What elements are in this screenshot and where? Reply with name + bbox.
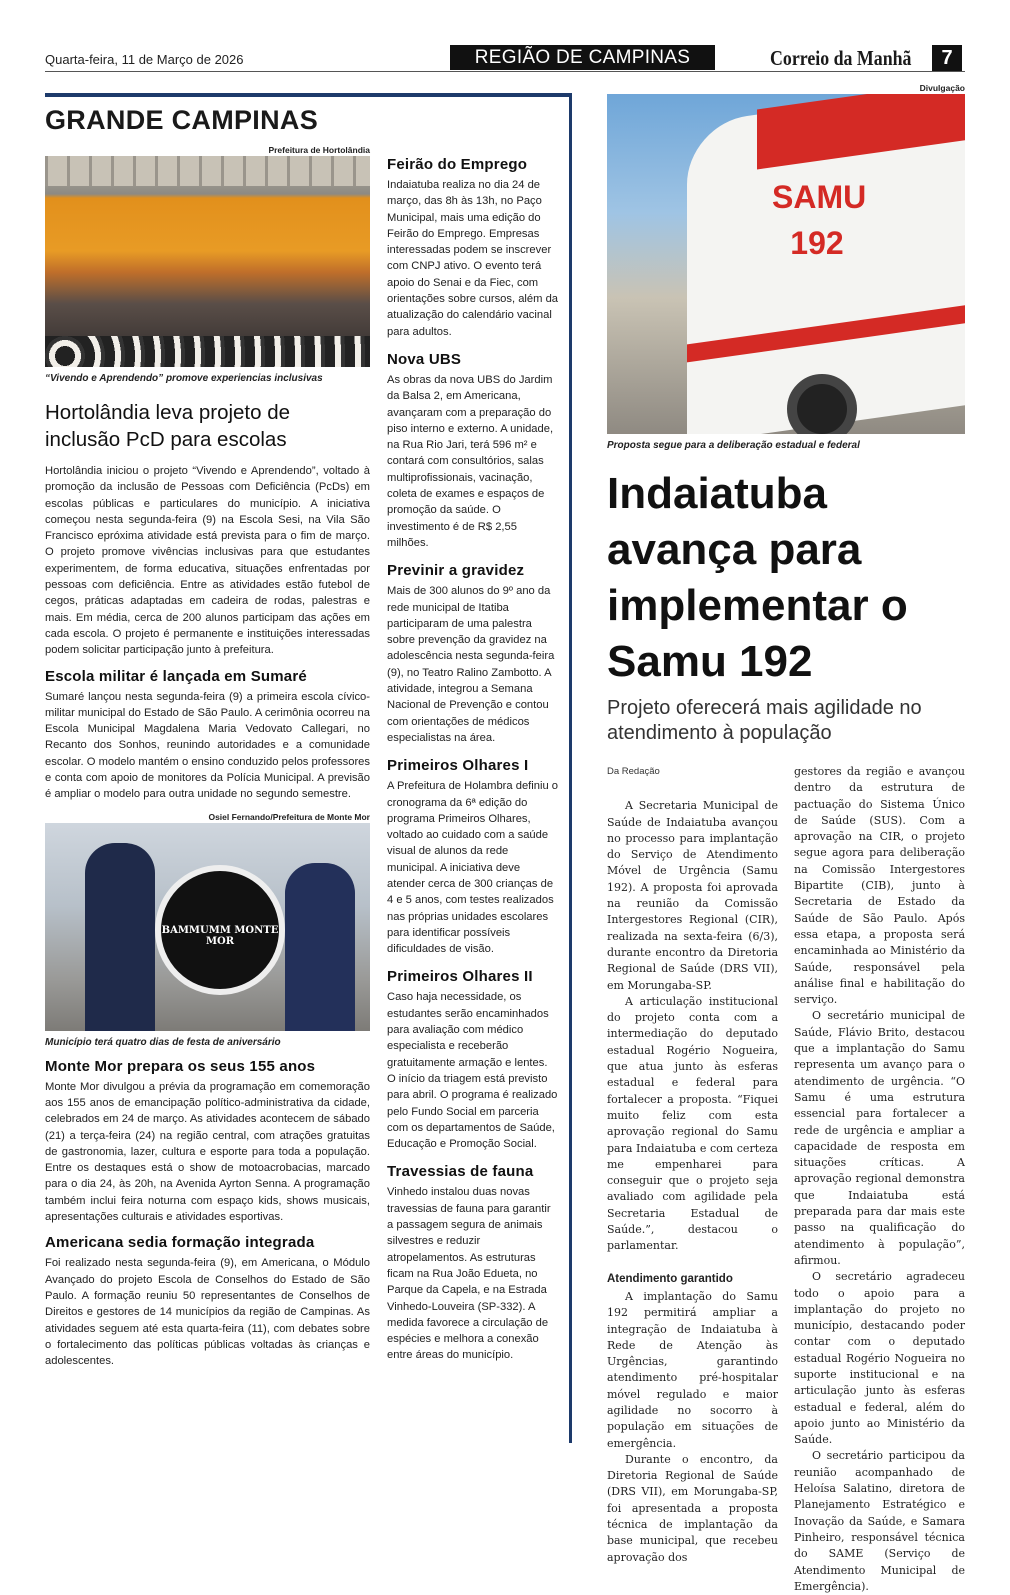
photo-caption: Proposta segue para a deliberação estadual e federal (607, 440, 860, 451)
article-paragraph: O secretário participou da reunião acompanhado de Heloísa Salatino, diretora de Planejamento Estratégico e Inovação da Saúde, e Samara Pinheiro, responsável técnica do SAME (Serviço de Atendimento Municipal de Emergência). (794, 1449, 965, 1593)
article-paragraph: A articulação institucional do projeto conta com a intermediação do deputado estadual Rogério Nogueira, que atua junto às esferas estadual e federal para fortalecer a proposta. “Fiquei muito feliz com esta aprovação regional do Samu para Indaiatuba e com certeza me empenharei para conseguir que o projeto seja avaliado com agilidade pela Secretaria Estadual de Saúde.”, destacou o parlamentar. (607, 994, 778, 1253)
article-body: Sumaré lançou nesta segunda-feira (9) a primeira escola cívico-militar municipal do Estado de São Paulo. A cerimônia ocorreu na Escola Municipal Magdalena Maria Vedovato Callegari, no Recanto dos Sonhos, reunindo autoridades e a comunidade escolar. O modelo mantém o ensino conduzido pelos professores e conta com apoio de monitores da Polícia Municipal. A previsão é ampliar o modelo para outra unidade no segundo semestre. (45, 690, 370, 801)
article-paragraph: A Secretaria Municipal de Saúde de Indaiatuba avançou no processo para implantação do Serviço de Atendimento Móvel de Urgência (Samu 192). A proposta foi aprovada na reunião da Comissão Intergestores Regional (CIR), realizada na sexta-feira (6/3), durante encontro da Diretoria Regional de Saúde (DRS VII), em Morungaba-SP. (607, 799, 778, 992)
article-body: Hortolândia iniciou o projeto “Vivendo e Aprendendo”, voltado à promoção da inclusão de Pessoas com Deficiência (PcDs) em escolas públicas e particulares do município. A iniciativa começou nesta segunda-feira (9) na Escola Sesi, na Vila São Francisco epróxima atividade está prevista para o fim de março. O projeto promove vivências inclusivas para que estudantes experimentem, de forma educativa, situações enfrentadas por pessoas com deficiência. Entre as atividades estão futebol de cegos, práticas adaptadas em cadeira de rodas, palestras e mais. Em média, cerca de 200 alunos participam das ações em cada escola. O projeto é permanente e instituições interessadas podem solicitar participação junto à prefeitura. (45, 465, 370, 657)
article-headline: Hortolândia leva projeto de inclusão PcD para escolas (45, 401, 291, 451)
edition-date: Quarta-feira, 11 de Março de 2026 (45, 52, 244, 67)
brief-title: Feirão do Emprego (387, 156, 528, 173)
photo-students-inclusion (45, 156, 370, 367)
main-headline: Indaiatuba avança para implementar o Samu 192 (607, 469, 908, 686)
section-frame-top (45, 93, 572, 97)
article-body: Monte Mor divulgou a prévia da programação em comemoração aos 155 anos de emancipação político-administrativa da cidade, celebrados em 24 de março. As atividades acontecem de sábado (21) a terça-feira (24) na região central, com atrações gratuitas de gastronomia, lazer, cultura e esporte para toda a população. Entre os destaques está o show de motoacrobacias, marcado para o dia 24, às 20h, na Avenida Ayrton Senna. A programação também inclui feira noturna com espaço kids, shows musicais, apresentações culturais e atividades esportivas. (45, 1080, 370, 1224)
photo-credit: Osiel Fernando/Prefeitura de Monte Mor (208, 811, 370, 822)
byline: Da Redação (607, 766, 660, 777)
newspaper-logo: Correio da Manhã (770, 46, 912, 70)
article-body: Foi realizado nesta segunda-feira (9), em Americana, o Módulo Avançado do projeto Escola de Conselhos do Estado de São Paulo. A formação reuniu 50 representantes de Conselhos de Direitos e gestores de 14 municípios da região de Campinas. As atividades seguem até esta quarta-feira (11), com debates sobre o fortalecimento das políticas públicas voltadas às crianças e adolescentes. (45, 1257, 370, 1368)
section-kicker: GRANDE CAMPINAS (45, 105, 319, 135)
article-headline: Americana sedia formação integrada (45, 1234, 315, 1252)
ambulance-lettering: SAMU 192 (772, 179, 867, 261)
brief-title: Primeiros Olhares II (387, 968, 533, 986)
brief-title: Travessias de fauna (387, 1163, 534, 1181)
article-paragraph: gestores da região e avançou dentro da estrutura de pactuação do Sistema Único de Saúde (SUS). Com a aprovação na CIR, o projeto segue agora para deliberação na Comissão Intergestores Bipartite (CIB), junto à Secretaria de Estado da Saúde de São Paulo. Após essa etapa, a proposta será encaminhada ao Ministério da Saúde, responsável pela análise final e habilitação do serviço. (794, 765, 965, 1007)
main-story (607, 82, 965, 1595)
page-number: 7 (932, 45, 962, 71)
news-briefs (387, 155, 559, 1374)
brief-body: Mais de 300 alunos do 9º ano da rede municipal de Itatiba participaram de uma palestra sobre prevenção da gravidez na adolescência nesta segunda-feira (9), no Teatro Ralino Zambotto. A atividade, integrou a Semana Nacional de Prevenção e contou com orientações de médicos especialistas na área. (387, 585, 555, 744)
photo-caption: “Vivendo e Aprendendo” promove experiencias inclusivas (45, 373, 323, 384)
article-headline: Escola militar é lançada em Sumaré (45, 667, 307, 685)
main-subheadline: Projeto oferecerá mais agilidade no atendimento à população (607, 697, 922, 744)
left-column (45, 104, 370, 1377)
brief-body: As obras da nova UBS do Jardim da Balsa 2, em Americana, avançaram com a preparação do piso interno e externo. A unidade, na Rua Rio Jari, terá 596 m² e contará com consultórios, salas multiprofissionais, vacinação, coleta de exames e espaços de promoção da saúde. O investimento é de R$ 2,55 milhões. (387, 373, 554, 549)
brief-title: Nova UBS (387, 350, 462, 368)
brief-title: Previnir a gravidez (387, 562, 525, 580)
header-rule (45, 71, 965, 72)
section-frame-right (569, 93, 572, 1443)
brief-body: Caso haja necessidade, os estudantes serão encaminhados para avaliação com médico especialista e receberão gratuitamente armação e lentes. O início da triagem está previsto para abril. O programa é realizado pelo Fundo Social em parceria com os departamentos de Saúde, Educação e Promoção Social. (387, 991, 558, 1151)
photo-credit: Prefeitura de Hortolândia (268, 145, 370, 155)
brief-body: Indaiatuba realiza no dia 24 de março, das 8h às 13h, no Paço Municipal, mais uma edição do Feirão do Emprego. Empresas interessadas podem se inscrever com CNPJ ativo. O evento terá apoio do Senai e da Fiec, com orientações sobre cursos, além da atualização do calendário vacinal para adultos. (387, 179, 559, 338)
article-paragraph: A implantação do Samu 192 permitirá ampliar a integração de Indaiatuba à Rede de Atenção às Urgências, garantindo atendimento pré-hospitalar móvel regulado e maior agilidade no socorro à população em situações de emergência. (607, 1289, 778, 1450)
article-paragraph: Durante o encontro, da Diretoria Regional de Saúde (DRS VII), em Morungaba-SP, foi apresentada a proposta técnica de implantação da base municipal, que recebeu aprovação dos (607, 1452, 778, 1564)
article-subhead: Atendimento garantido (607, 1272, 733, 1285)
brief-title: Primeiros Olhares I (387, 757, 529, 775)
band-emblem: BAMMUMM MONTE MOR (155, 865, 285, 995)
brief-body: A Prefeitura de Holambra definiu o cronograma da 6ª edição do programa Primeiros Olhares, voltado ao cuidado com a saúde visual de alunos da rede municipal. A iniciativa deve atender cerca de 300 crianças de 4 e 5 anos, com testes realizados nas próprias unidades escolares para identificar possíveis dificuldades de visão. (387, 780, 559, 956)
main-article-column-1 (607, 764, 778, 1595)
main-article-column-2 (794, 764, 965, 1595)
article-paragraph: O secretário municipal de Saúde, Flávio Brito, destacou que a implantação do Samu representa um avanço para o atendimento de urgência. “O Samu é uma estrutura essencial para fortalecer a rede de urgência e ampliar a capacidade de resposta em situações críticas. A aprovação regional demonstra que Indaiatuba está preparada para dar mais este passo na qualificação do atendimento à população”, afirmou. (794, 1009, 965, 1267)
article-headline: Monte Mor prepara os seus 155 anos (45, 1057, 316, 1075)
photo-samu-ambulance (607, 94, 965, 434)
article-paragraph: O secretário agradeceu todo o apoio para a implantação do projeto no município, destacando poder contar com o deputado estadual Rogério Nogueira no suporte institucional e na articulação junto às esferas estadual e federal, além do apoio junto ao Ministério da Saúde. (794, 1270, 965, 1447)
brief-body: Vinhedo instalou duas novas travessias de fauna para garantir a passagem segura de animais silvestres e reduzir atropelamentos. As estruturas ficam na Rua João Edueta, no Parque da Capela, e na Estrada Vinhedo-Louveira (SP-332). A medida favorece a circulação de espécies e melhora a conexão entre áreas do município. (387, 1186, 551, 1362)
photo-credit: Divulgação (919, 83, 965, 93)
photo-caption: Município terá quatro dias de festa de aniversário (45, 1036, 281, 1048)
photo-monte-mor-band (45, 823, 370, 1031)
section-banner: REGIÃO DE CAMPINAS (450, 45, 715, 70)
